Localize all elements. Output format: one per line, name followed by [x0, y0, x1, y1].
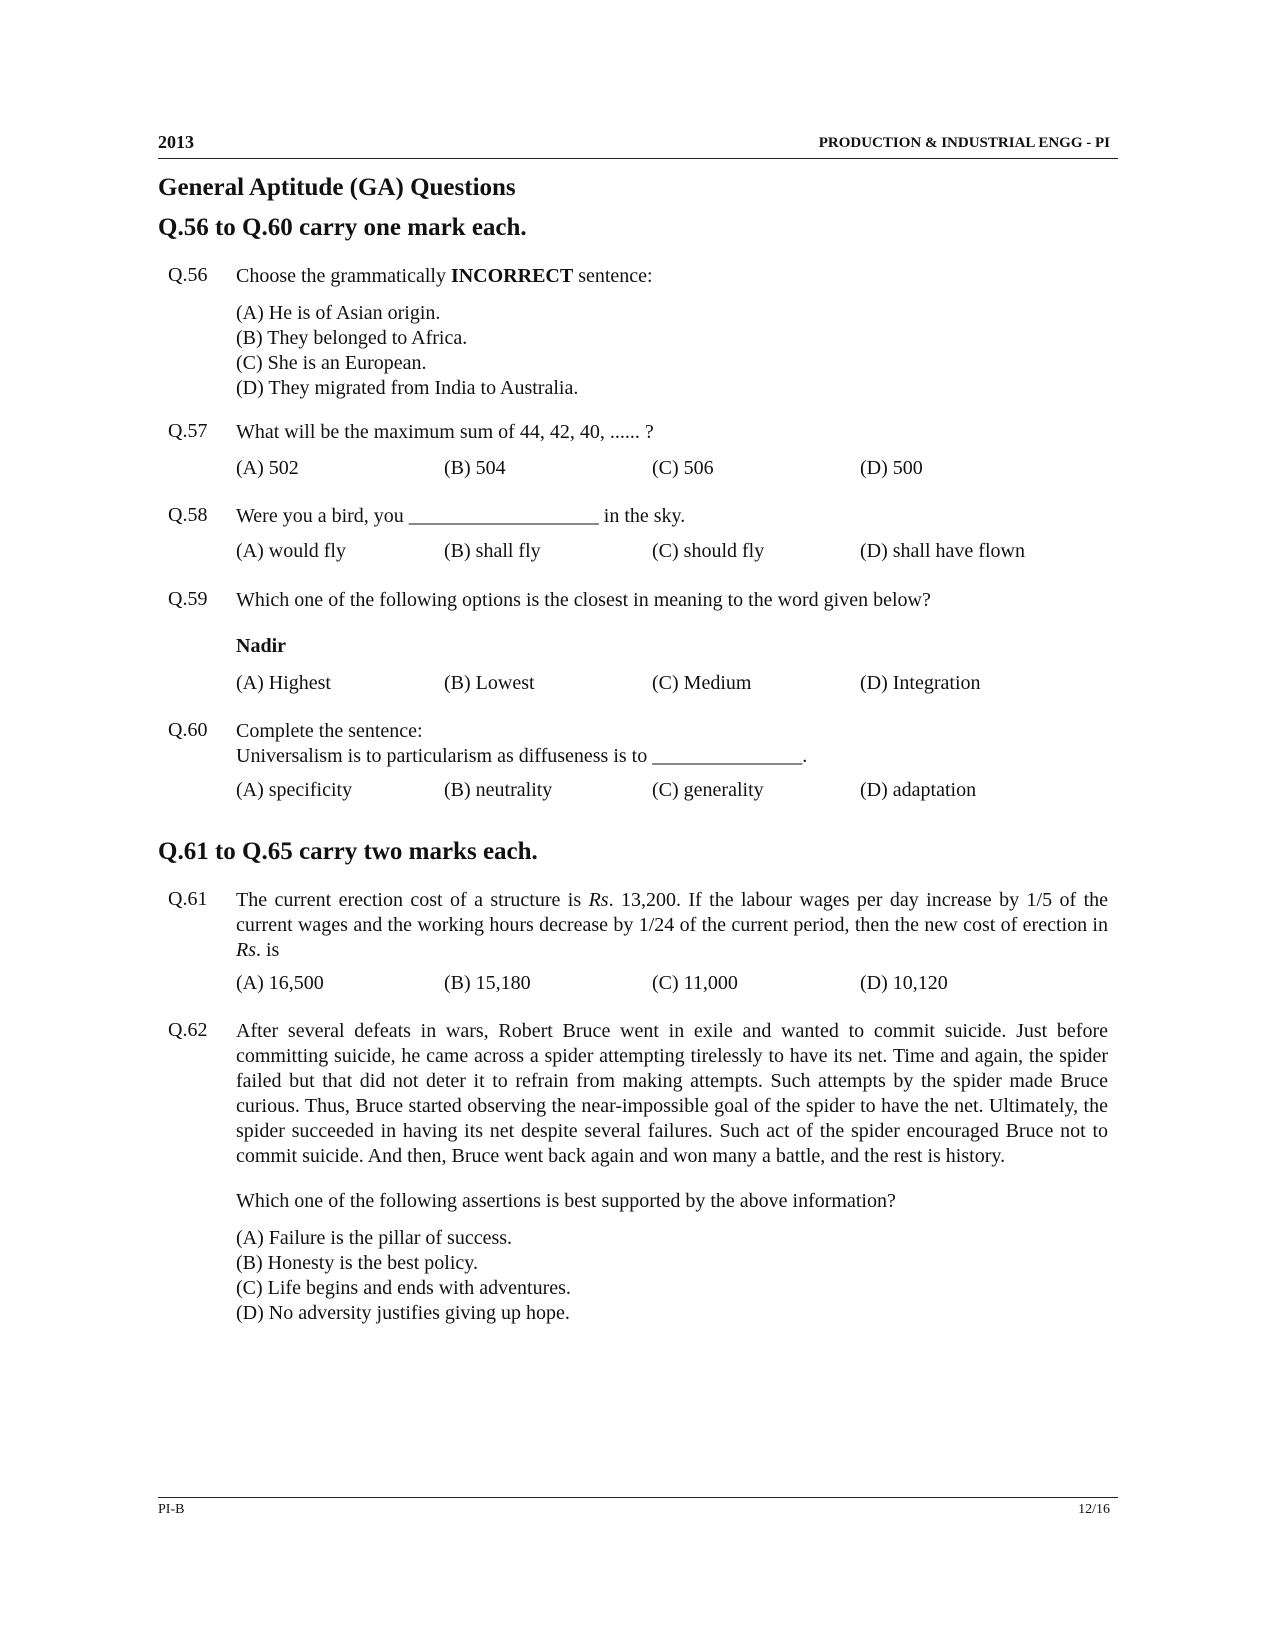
- given-word: Nadir: [236, 635, 286, 657]
- option-c: (C) Medium: [652, 672, 752, 694]
- option-c: (C) should fly: [652, 540, 765, 562]
- option-b: (B) neutrality: [444, 779, 553, 801]
- option-c: (C) 11,000: [652, 972, 738, 994]
- option-a: (A) Highest: [236, 672, 331, 694]
- question-number: Q.58: [168, 504, 208, 526]
- option-a: (A) He is of Asian origin.: [236, 302, 441, 324]
- options-list: [236, 1226, 571, 1326]
- options-row: [236, 457, 1116, 482]
- question-number: Q.59: [168, 588, 208, 610]
- question-text: Complete the sentence: Universalism is to particularism as diffuseness is to _______________.: [236, 720, 808, 767]
- option-b: (B) Lowest: [444, 672, 535, 694]
- page-footer: [158, 1497, 1118, 1522]
- option-a: (A) specificity: [236, 779, 353, 801]
- question-text: Were you a bird, you ___________________ in the sky.: [236, 505, 686, 527]
- option-b: (B) shall fly: [444, 540, 541, 562]
- option-a: (A) 16,500: [236, 972, 324, 994]
- emphasis-incorrect: INCORRECT: [450, 265, 574, 287]
- option-b: (B) Honesty is the best policy.: [236, 1252, 479, 1274]
- option-c: (C) Life begins and ends with adventures.: [236, 1277, 571, 1299]
- question-number: Q.60: [168, 719, 208, 741]
- option-d: (D) Integration: [860, 672, 981, 694]
- header-year: 2013: [158, 132, 194, 152]
- question-text: Which one of the following options is the closest in meaning to the word given below?: [236, 589, 931, 611]
- question-text: What will be the maximum sum of 44, 42, 40, ...... ?: [236, 421, 654, 443]
- paper-code: PI-B: [158, 1502, 185, 1517]
- page-header: [158, 132, 1118, 159]
- option-a: (A) Failure is the pillar of success.: [236, 1227, 513, 1249]
- option-b: (B) 504: [444, 457, 506, 479]
- option-b: (B) They belonged to Africa.: [236, 327, 468, 349]
- option-c: (C) generality: [652, 779, 764, 801]
- options-row: [236, 972, 1116, 997]
- group1-title: Q.56 to Q.60 carry one mark each.: [158, 214, 527, 241]
- group2-title: Q.61 to Q.65 carry two marks each.: [158, 838, 538, 865]
- option-c: (C) She is an European.: [236, 352, 427, 374]
- question-text: The current erection cost of a structure is Rs. 13,200. If the labour wages per day increase by 1/5 of the current wages and the working hours decrease by 1/24 of the current period, then the new cost of erection in Rs. is: [236, 889, 1108, 961]
- option-d: (D) shall have flown: [860, 540, 1025, 562]
- option-d: (D) adaptation: [860, 779, 977, 801]
- question-number: Q.62: [168, 1019, 208, 1041]
- options-list: [236, 301, 578, 401]
- option-d: (D) No adversity justifies giving up hope.: [236, 1302, 570, 1324]
- question-text: Choose the grammatically INCORRECT sentence:: [236, 265, 653, 287]
- question-number: Q.61: [168, 888, 208, 910]
- option-d: (D) They migrated from India to Australia.: [236, 377, 579, 399]
- section-title: General Aptitude (GA) Questions: [158, 174, 516, 201]
- header-subject: PRODUCTION & INDUSTRIAL ENGG - PI: [818, 135, 1110, 151]
- question-number: Q.57: [168, 420, 208, 442]
- option-c: (C) 506: [652, 457, 714, 479]
- option-a: (A) 502: [236, 457, 299, 479]
- option-a: (A) would fly: [236, 540, 346, 562]
- question-text: Which one of the following assertions is best supported by the above information?: [236, 1190, 896, 1212]
- passage: After several defeats in wars, Robert Bruce went in exile and wanted to commit suicide. Just before committing suicide, he came across a spider attempting tirelessly to have its net. Time and again, the spider failed but that did not deter it to refrain from making attempts. Such attempts by the spider made Bruce curious. Thus, Bruce started observing the near-impossible goal of the spider to have the net. Ultimately, the spider succeeded in having its net despite several failures. Such act of the spider encouraged Bruce not to commit suicide. And then, Bruce went back again and won many a battle, and the rest is history.: [236, 1020, 1108, 1167]
- option-d: (D) 500: [860, 457, 923, 479]
- options-row: [236, 779, 1116, 804]
- question-number: Q.56: [168, 264, 208, 286]
- option-d: (D) 10,120: [860, 972, 948, 994]
- page-number: 12/16: [1078, 1502, 1110, 1517]
- option-b: (B) 15,180: [444, 972, 531, 994]
- options-row: [236, 540, 1116, 565]
- options-row: [236, 672, 1116, 697]
